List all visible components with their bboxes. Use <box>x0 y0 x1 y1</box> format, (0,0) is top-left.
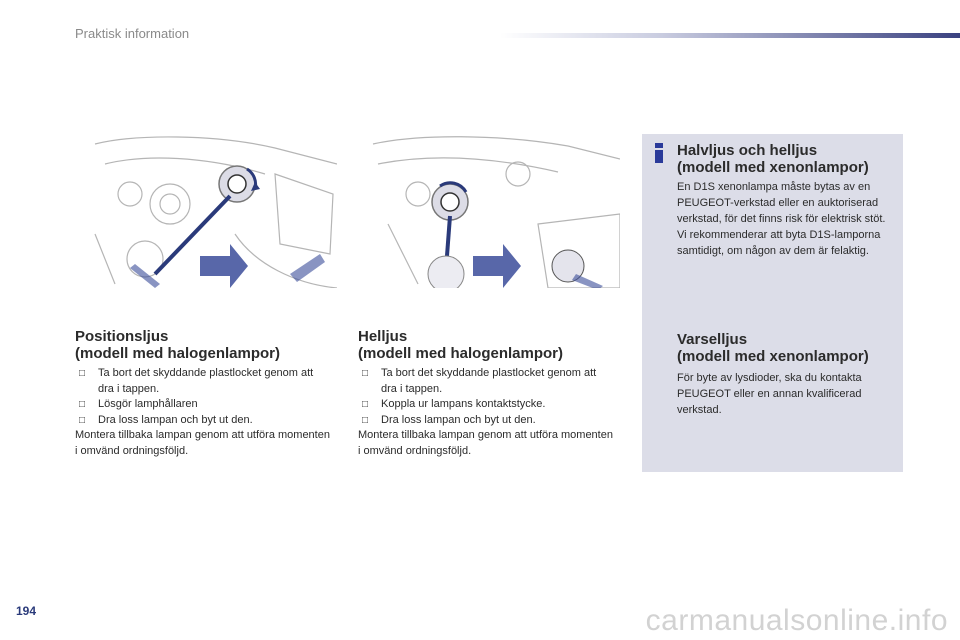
header-bar <box>500 33 960 38</box>
step-item <box>358 397 613 413</box>
position-light-steps <box>75 366 330 459</box>
step-item <box>75 413 330 429</box>
high-beam-title <box>358 328 563 362</box>
step-text: Ta bort det skyddande plastlocket genom att dra i tappen. <box>98 367 314 395</box>
step-item <box>75 397 330 413</box>
high-beam-steps <box>358 366 613 459</box>
watermark: carmanualsonline.info <box>645 604 948 637</box>
step-note: Montera tillbaka lampan genom att utföra momenten i omvänd ordningsföljd. <box>358 429 613 457</box>
section-header: Praktisk information <box>75 26 190 41</box>
xenon-beam-text <box>677 179 897 259</box>
checkbox-bullet-icon: □ <box>79 368 86 379</box>
title-line-1: Halvljus och helljus <box>677 142 818 159</box>
step-item <box>75 366 330 397</box>
title-line-2: (modell med xenonlampor) <box>677 159 869 176</box>
step-item <box>358 413 613 429</box>
xenon-warning-text: En D1S xenonlampa måste bytas av en PEUGEOT-verkstad eller en auktoriserad verkstad, för det finns risk för elektrisk stöt. <box>677 181 886 225</box>
checkbox-bullet-icon: □ <box>362 399 369 410</box>
step-item <box>358 366 613 397</box>
high-beam-illustration <box>358 134 620 288</box>
position-light-illustration <box>75 134 337 288</box>
xenon-beam-title <box>677 142 897 176</box>
page-number: 194 <box>16 604 37 618</box>
step-note: Montera tillbaka lampan genom att utföra momenten i omvänd ordningsföljd. <box>75 429 330 457</box>
title-line-1: Positionsljus <box>75 328 169 345</box>
step-text: Ta bort det skyddande plastlocket genom att dra i tappen. <box>381 367 597 395</box>
daytime-light-text: För byte av lysdioder, ska du kontakta PEUGEOT eller en annan kvalificerad verkstad. <box>677 372 862 416</box>
title-line-2: (modell med xenonlampor) <box>677 348 869 365</box>
checkbox-bullet-icon: □ <box>79 399 86 410</box>
checkbox-bullet-icon: □ <box>79 414 86 426</box>
title-line-2: (modell med halogenlampor) <box>358 345 564 362</box>
info-icon <box>652 143 666 163</box>
checkbox-bullet-icon: □ <box>362 414 369 426</box>
position-light-title <box>75 328 280 362</box>
checkbox-bullet-icon: □ <box>362 368 369 379</box>
step-text: Dra loss lampan och byt ut den. <box>381 413 536 426</box>
step-text: Dra loss lampan och byt ut den. <box>98 413 253 426</box>
title-line-1: Varselljus <box>677 331 748 348</box>
step-text: Koppla ur lampans kontaktstycke. <box>381 398 546 410</box>
title-line-1: Helljus <box>358 328 408 345</box>
info-box <box>642 134 903 472</box>
step-text: Lösgör lamphållaren <box>98 398 198 410</box>
xenon-recommendation-text: Vi rekommenderar att byta D1S-lamporna samtidigt, om någon av dem är felaktig. <box>677 229 881 257</box>
daytime-light-title <box>677 331 897 365</box>
title-line-2: (modell med halogenlampor) <box>75 345 281 362</box>
